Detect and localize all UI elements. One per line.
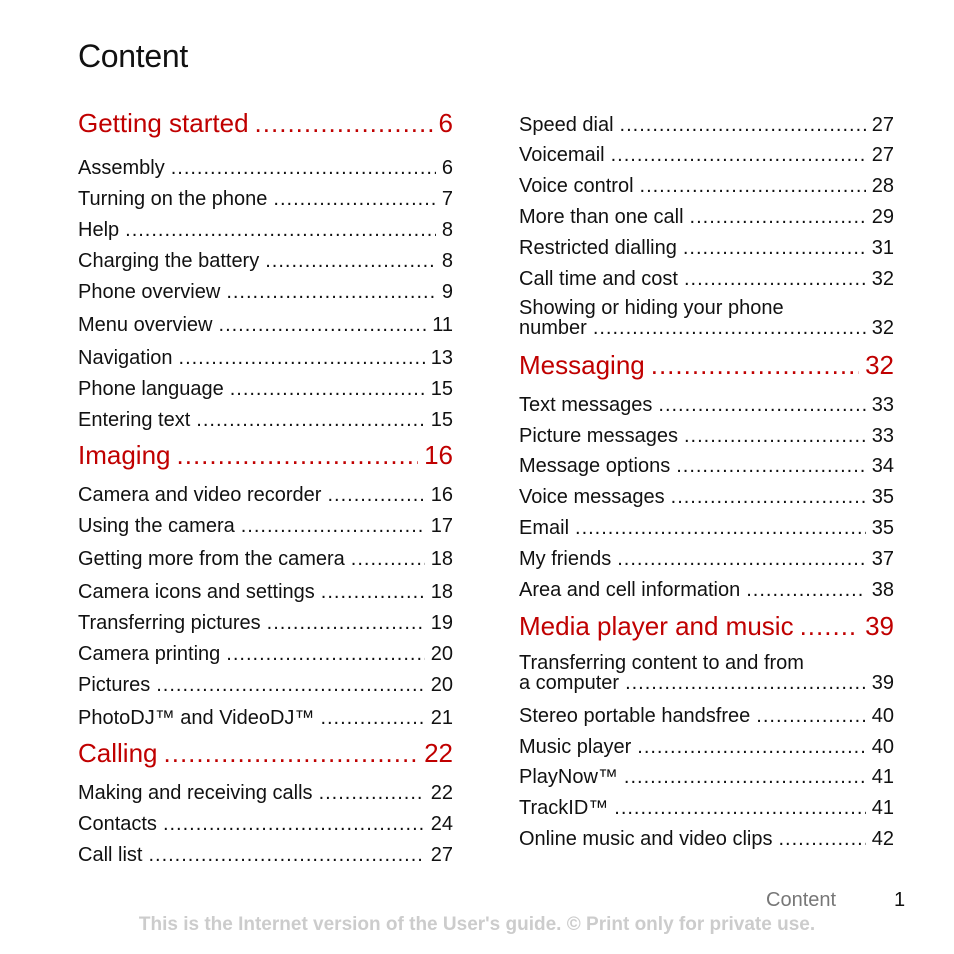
toc-page-number: 8 xyxy=(441,219,453,241)
toc-entry-help[interactable] xyxy=(78,218,453,242)
toc-leader-dots xyxy=(321,580,425,604)
toc-page-number: 18 xyxy=(430,548,453,570)
toc-entry-label: Getting more from the camera xyxy=(78,548,345,570)
toc-entry-label: Message options xyxy=(519,455,671,477)
toc-entry-label: Help xyxy=(78,219,120,241)
toc-page-number: 27 xyxy=(871,144,894,166)
toc-entry-phone-overview[interactable] xyxy=(78,280,453,304)
toc-entry-camera-icons-and-settings[interactable] xyxy=(78,580,453,604)
toc-entry-label: Contacts xyxy=(78,813,157,835)
footer-disclaimer: This is the Internet version of the User's guide. © Print only for private use. xyxy=(138,914,816,935)
toc-leader-dots xyxy=(778,827,865,851)
toc-page-number: 28 xyxy=(871,175,894,197)
toc-entry-label: Camera printing xyxy=(78,643,221,665)
toc-page-number: 18 xyxy=(430,581,453,603)
toc-leader-dots xyxy=(620,113,866,137)
toc-page-number: 7 xyxy=(441,188,453,210)
toc-entry-label: Picture messages xyxy=(519,425,678,447)
toc-entry-music-player[interactable] xyxy=(519,735,894,759)
toc-leader-dots xyxy=(611,143,866,167)
toc-page-number: 40 xyxy=(871,705,894,727)
toc-entry-charging-the-battery[interactable] xyxy=(78,249,453,273)
toc-section-label: Calling xyxy=(78,738,158,768)
toc-entry-label: PhotoDJ™ and VideoDJ™ xyxy=(78,707,315,729)
toc-section-calling[interactable] xyxy=(78,738,453,768)
toc-entry-label-continued: a computer xyxy=(519,672,620,694)
toc-entry-picture-messages[interactable] xyxy=(519,424,894,448)
toc-leader-dots xyxy=(219,313,427,337)
toc-page-number: 19 xyxy=(430,612,453,634)
toc-leader-dots xyxy=(226,280,436,304)
toc-page-number: 32 xyxy=(871,317,894,339)
toc-leader-dots xyxy=(148,843,424,867)
toc-page-number: 21 xyxy=(430,707,453,729)
toc-leader-dots xyxy=(125,218,436,242)
toc-entry-trackid[interactable] xyxy=(519,796,894,820)
toc-leader-dots xyxy=(624,765,866,789)
toc-page-number: 6 xyxy=(438,108,453,138)
toc-entry-transferring-content-to-and-from[interactable] xyxy=(519,653,894,693)
toc-entry-label: Voice control xyxy=(519,175,634,197)
toc-entry-menu-overview[interactable] xyxy=(78,313,453,337)
toc-entry-label: Music player xyxy=(519,736,632,758)
toc-leader-dots xyxy=(575,516,866,540)
toc-entry-contacts[interactable] xyxy=(78,812,453,836)
toc-entry-label: Call list xyxy=(78,844,143,866)
toc-entry-call-list[interactable] xyxy=(78,843,453,867)
toc-entry-label: Turning on the phone xyxy=(78,188,268,210)
toc-entry-email[interactable] xyxy=(519,516,894,540)
toc-page-number: 16 xyxy=(430,484,453,506)
footer-page-number: 1 xyxy=(894,889,906,911)
toc-leader-dots xyxy=(625,673,866,693)
toc-entry-label: Transferring pictures xyxy=(78,612,261,634)
toc-leader-dots xyxy=(320,706,424,730)
toc-leader-dots xyxy=(640,174,866,198)
toc-entry-voicemail[interactable] xyxy=(519,143,894,167)
toc-page-number: 27 xyxy=(430,844,453,866)
toc-entry-restricted-dialling[interactable] xyxy=(519,236,894,260)
toc-entry-label: Showing or hiding your phone xyxy=(519,297,784,319)
toc-entry-label: Camera and video recorder xyxy=(78,484,322,506)
toc-leader-dots xyxy=(267,611,425,635)
toc-page-number: 24 xyxy=(430,813,453,835)
toc-page-number: 33 xyxy=(871,394,894,416)
toc-entry-phone-language[interactable] xyxy=(78,377,453,401)
toc-leader-dots xyxy=(671,485,866,509)
toc-page-number: 15 xyxy=(430,409,453,431)
toc-leader-dots xyxy=(684,424,866,448)
toc-entry-label: Call time and cost xyxy=(519,268,678,290)
toc-leader-dots xyxy=(327,483,424,507)
toc-leader-dots xyxy=(800,611,860,641)
toc-entry-label: Online music and video clips xyxy=(519,828,773,850)
toc-entry-label: Email xyxy=(519,517,570,539)
toc-leader-dots xyxy=(241,514,425,538)
toc-leader-dots xyxy=(177,440,419,470)
toc-leader-dots xyxy=(265,249,436,273)
toc-leader-dots xyxy=(273,187,435,211)
toc-page-number: 13 xyxy=(430,347,453,369)
toc-leader-dots xyxy=(676,454,866,478)
toc-page-number: 35 xyxy=(871,517,894,539)
toc-entry-label: More than one call xyxy=(519,206,684,228)
toc-entry-message-options[interactable] xyxy=(519,454,894,478)
toc-leader-dots xyxy=(658,393,865,417)
toc-entry-label: Stereo portable handsfree xyxy=(519,705,751,727)
toc-entry-camera-and-video-recorder[interactable] xyxy=(78,483,453,507)
toc-entry-entering-text[interactable] xyxy=(78,408,453,432)
toc-page-number: 37 xyxy=(871,548,894,570)
toc-entry-label: Voicemail xyxy=(519,144,605,166)
toc-entry-label: Area and cell information xyxy=(519,579,741,601)
toc-entry-label: PlayNow™ xyxy=(519,766,618,788)
toc-leader-dots xyxy=(319,781,425,805)
toc-page-number: 9 xyxy=(441,281,453,303)
toc-section-label: Getting started xyxy=(78,108,249,138)
toc-entry-showing-or-hiding-your-phone[interactable] xyxy=(519,298,894,338)
toc-entry-navigation[interactable] xyxy=(78,346,453,370)
toc-entry-label: Pictures xyxy=(78,674,151,696)
toc-entry-label: Menu overview xyxy=(78,314,213,336)
toc-page-number: 6 xyxy=(441,157,453,179)
toc-entry-label: Making and receiving calls xyxy=(78,782,313,804)
toc-leader-dots xyxy=(163,812,425,836)
toc-leader-dots xyxy=(683,236,866,260)
toc-page-number: 32 xyxy=(865,350,894,380)
toc-entry-area-and-cell-information[interactable] xyxy=(519,578,894,602)
toc-entry-label: Restricted dialling xyxy=(519,237,677,259)
toc-section-label: Messaging xyxy=(519,350,645,380)
toc-leader-dots xyxy=(684,267,866,291)
toc-section-getting-started[interactable] xyxy=(78,108,453,138)
toc-entry-my-friends[interactable] xyxy=(519,547,894,571)
toc-section-label: Imaging xyxy=(78,440,171,470)
toc-leader-dots xyxy=(156,673,425,697)
toc-entry-label: Phone language xyxy=(78,378,224,400)
toc-entry-playnow[interactable] xyxy=(519,765,894,789)
toc-entry-label: Entering text xyxy=(78,409,191,431)
toc-leader-dots xyxy=(179,346,425,370)
toc-page-number: 39 xyxy=(871,672,894,694)
toc-leader-dots xyxy=(171,156,436,180)
toc-entry-making-and-receiving-calls[interactable] xyxy=(78,781,453,805)
toc-entry-camera-printing[interactable] xyxy=(78,642,453,666)
toc-page-number: 34 xyxy=(871,455,894,477)
toc-leader-dots xyxy=(164,738,419,768)
page-title: Content xyxy=(78,38,188,74)
toc-entry-label: Navigation xyxy=(78,347,173,369)
toc-entry-stereo-portable-handsfree[interactable] xyxy=(519,704,894,728)
toc-entry-getting-more-from-the-camera[interactable] xyxy=(78,547,453,571)
toc-page-number: 15 xyxy=(430,378,453,400)
toc-entry-speed-dial[interactable] xyxy=(519,113,894,137)
toc-page-number: 42 xyxy=(871,828,894,850)
toc-leader-dots xyxy=(746,578,866,602)
toc-entry-transferring-pictures[interactable] xyxy=(78,611,453,635)
toc-page-number: 32 xyxy=(871,268,894,290)
toc-section-imaging[interactable] xyxy=(78,440,453,470)
toc-entry-label: Voice messages xyxy=(519,486,665,508)
toc-page-number: 11 xyxy=(432,314,453,336)
toc-page-number: 35 xyxy=(871,486,894,508)
toc-entry-label: TrackID™ xyxy=(519,797,609,819)
toc-entry-label: Assembly xyxy=(78,157,165,179)
toc-leader-dots xyxy=(593,318,866,338)
toc-leader-dots xyxy=(756,704,865,728)
toc-entry-label: Speed dial xyxy=(519,114,614,136)
toc-entry-text-messages[interactable] xyxy=(519,393,894,417)
toc-entry-call-time-and-cost[interactable] xyxy=(519,267,894,291)
toc-page-number: 22 xyxy=(424,738,453,768)
toc-page-number: 16 xyxy=(424,440,453,470)
toc-entry-voice-control[interactable] xyxy=(519,174,894,198)
toc-page-number: 33 xyxy=(871,425,894,447)
toc-entry-label: Transferring content to and from xyxy=(519,652,804,674)
toc-leader-dots xyxy=(690,205,866,229)
toc-entry-using-the-camera[interactable] xyxy=(78,514,453,538)
toc-section-media-player-and-music[interactable] xyxy=(519,611,894,641)
toc-page-number: 22 xyxy=(430,782,453,804)
toc-entry-voice-messages[interactable] xyxy=(519,485,894,509)
toc-entry-turning-on-the-phone[interactable] xyxy=(78,187,453,211)
footer-section-name: Content xyxy=(766,889,837,911)
toc-leader-dots xyxy=(614,796,865,820)
toc-entry-label: Text messages xyxy=(519,394,653,416)
toc-entry-online-music-and-video-clips[interactable] xyxy=(519,827,894,851)
toc-page-number: 38 xyxy=(871,579,894,601)
toc-entry-label: Using the camera xyxy=(78,515,235,537)
toc-entry-label: My friends xyxy=(519,548,612,570)
toc-entry-label: Phone overview xyxy=(78,281,221,303)
toc-section-label: Media player and music xyxy=(519,611,794,641)
toc-page-number: 41 xyxy=(871,766,894,788)
toc-entry-label-continued: number xyxy=(519,317,587,339)
toc-entry-more-than-one-call[interactable] xyxy=(519,205,894,229)
toc-leader-dots xyxy=(230,377,425,401)
toc-entry-assembly[interactable] xyxy=(78,156,453,180)
toc-page-number: 29 xyxy=(871,206,894,228)
toc-page-number: 20 xyxy=(430,643,453,665)
toc-section-messaging[interactable] xyxy=(519,350,894,380)
toc-leader-dots xyxy=(226,642,424,666)
toc-entry-photodj-and-videodj[interactable] xyxy=(78,706,453,730)
toc-leader-dots xyxy=(255,108,433,138)
toc-entry-pictures[interactable] xyxy=(78,673,453,697)
toc-page-number: 27 xyxy=(871,114,894,136)
toc-page-number: 40 xyxy=(871,736,894,758)
toc-page-number: 20 xyxy=(430,674,453,696)
toc-page-number: 17 xyxy=(430,515,453,537)
toc-leader-dots xyxy=(637,735,865,759)
toc-leader-dots xyxy=(617,547,866,571)
toc-page-number: 8 xyxy=(441,250,453,272)
toc-page-number: 31 xyxy=(871,237,894,259)
toc-page-number: 39 xyxy=(865,611,894,641)
toc-leader-dots xyxy=(196,408,424,432)
toc-leader-dots xyxy=(351,547,425,571)
toc-page-number: 41 xyxy=(871,797,894,819)
toc-entry-label: Charging the battery xyxy=(78,250,260,272)
toc-entry-label: Camera icons and settings xyxy=(78,581,315,603)
toc-leader-dots xyxy=(651,350,859,380)
